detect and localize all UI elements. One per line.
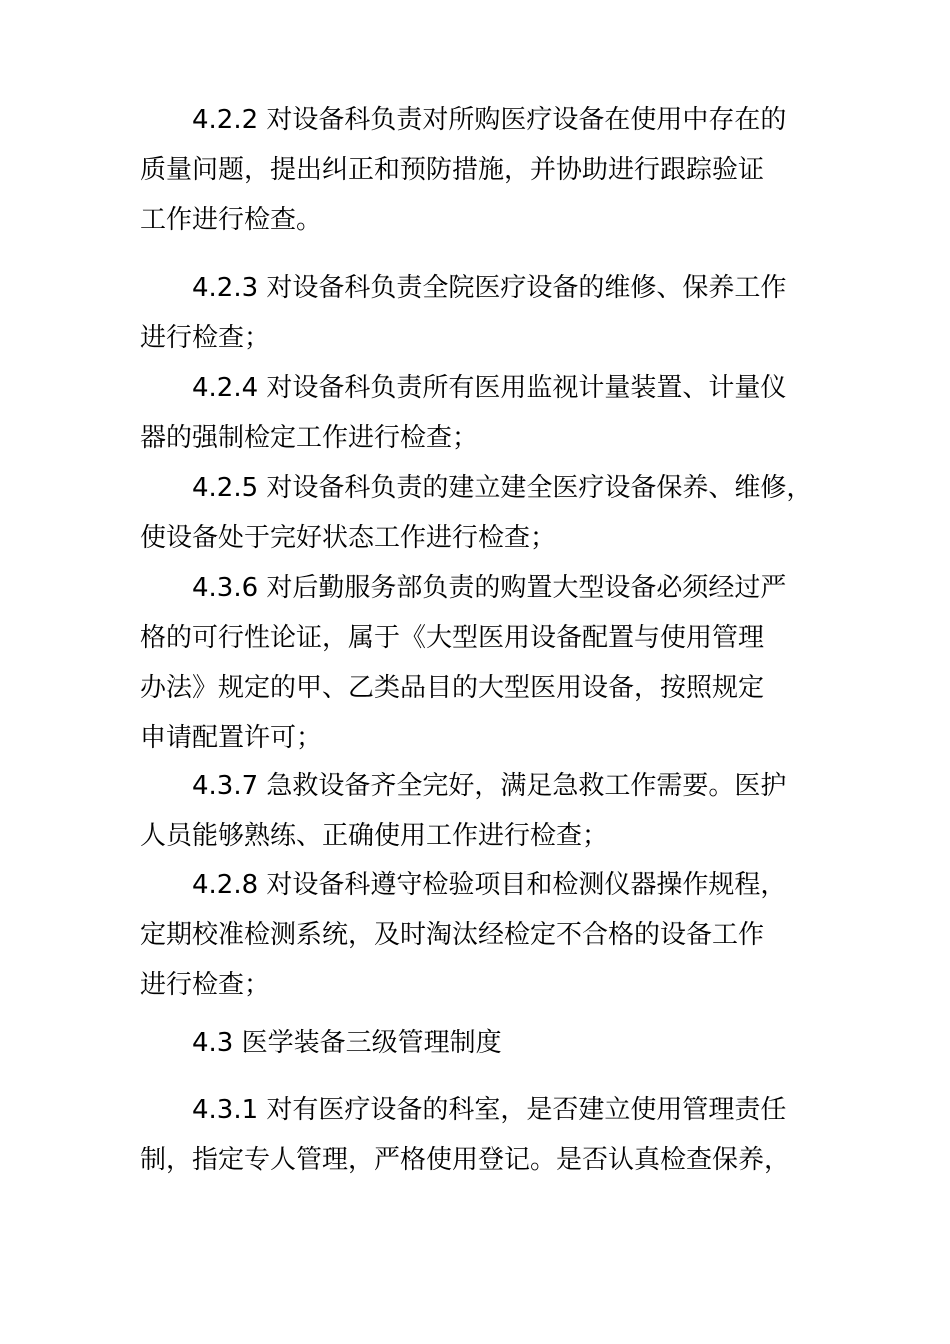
paragraph-line: 4.2.2 对设备科负责对所购医疗设备在使用中存在的 <box>192 105 787 135</box>
paragraph-line: 4.2.4 对设备科负责所有医用监视计量装置、计量仪 <box>192 373 787 403</box>
paragraph-4-2-8 <box>140 860 840 1010</box>
paragraph-line: 4.3.1 对有医疗设备的科室，是否建立使用管理责任 <box>192 1095 787 1125</box>
section-heading-text: 4.3 医学装备三级管理制度 <box>192 1028 502 1058</box>
paragraph-4-2-2 <box>140 95 840 245</box>
paragraph-line: 质量问题，提出纠正和预防措施，并协助进行跟踪验证 <box>140 155 765 185</box>
paragraph-line: 办法》规定的甲、乙类品目的大型医用设备，按照规定 <box>140 673 765 703</box>
paragraph-4-3-1 <box>140 1085 840 1185</box>
paragraph-line: 定期校准检测系统，及时淘汰经检定不合格的设备工作 <box>140 920 765 950</box>
paragraph-line: 4.3.6 对后勤服务部负责的购置大型设备必须经过严 <box>192 573 787 603</box>
paragraph-line: 4.2.5 对设备科负责的建立建全医疗设备保养、维修， <box>192 473 813 503</box>
paragraph-line: 使设备处于完好状态工作进行检查； <box>140 523 557 553</box>
paragraph-4-2-5 <box>140 463 840 563</box>
paragraph-line: 工作进行检查。 <box>140 205 323 235</box>
section-heading-4-3 <box>140 1018 840 1068</box>
paragraph-line: 进行检查； <box>140 323 271 353</box>
paragraph-4-2-4 <box>140 363 840 463</box>
paragraph-line: 申请配置许可； <box>140 723 323 753</box>
paragraph-4-3-7 <box>140 761 840 861</box>
paragraph-line: 4.2.8 对设备科遵守检验项目和检测仪器操作规程， <box>192 870 787 900</box>
paragraph-line: 格的可行性论证，属于《大型医用设备配置与使用管理 <box>140 623 765 653</box>
paragraph-line: 4.2.3 对设备科负责全院医疗设备的维修、保养工作 <box>192 273 787 303</box>
paragraph-line: 4.3.7 急救设备齐全完好，满足急救工作需要。医护 <box>192 771 787 801</box>
paragraph-line: 制，指定专人管理，严格使用登记。是否认真检查保养， <box>140 1145 791 1175</box>
paragraph-line: 器的强制检定工作进行检查； <box>140 423 479 453</box>
paragraph-4-2-3 <box>140 263 840 363</box>
paragraph-line: 进行检查； <box>140 970 271 1000</box>
paragraph-4-3-6 <box>140 563 840 763</box>
paragraph-line: 人员能够熟练、正确使用工作进行检查； <box>140 821 609 851</box>
